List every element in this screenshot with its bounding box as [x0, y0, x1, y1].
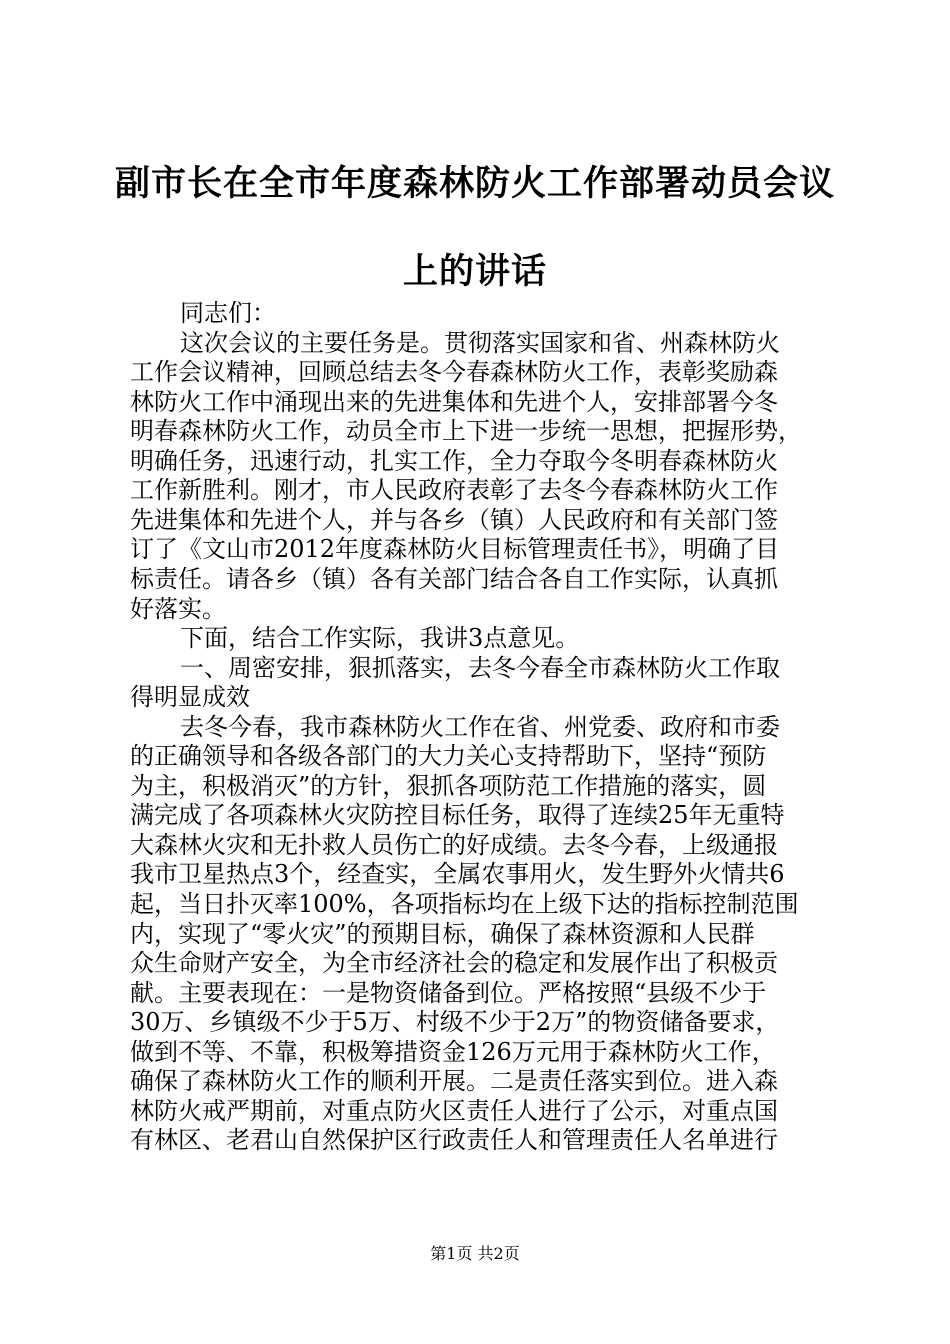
body-line-text: 林防火工作中涌现出来的先进集体和先进个人，安排部署今冬 — [130, 388, 778, 416]
body-line-text: 同志们： — [180, 299, 276, 327]
body-line — [130, 948, 830, 978]
body-line-text: 有林区、老君山自然保护区行政责任人和管理责任人名单进行 — [130, 1126, 778, 1154]
body-line — [180, 653, 830, 683]
body-line — [130, 682, 830, 712]
body-line — [130, 1007, 830, 1037]
body-line — [130, 771, 830, 801]
body-line-text: 明春森林防火工作，动员全市上下进一步统一思想，把握形势， — [130, 417, 802, 445]
body-line — [180, 298, 830, 328]
body-line-text: 满完成了各项森林火灾防控目标任务，取得了连续25年无重特 — [130, 801, 785, 829]
body-line-text: 工作新胜利。刚才，市人民政府表彰了去冬今春森林防火工作 — [130, 476, 778, 504]
body-line-text: 的正确领导和各级各部门的大力关心支持帮助下，坚持“预防 — [130, 742, 767, 770]
body-line-text: 内，实现了“零火灾”的预期目标，确保了森林资源和人民群 — [130, 920, 755, 948]
body-line-text: 30万、乡镇级不少于5万、村级不少于2万”的物资储备要求， — [130, 1008, 780, 1036]
body-line — [130, 859, 830, 889]
body-line — [180, 623, 830, 653]
page-footer: 第1页 共2页 — [430, 1244, 520, 1263]
body-line — [130, 564, 830, 594]
body-line-text: 大森林火灾和无扑救人员伤亡的好成绩。去冬今春，上级通报 — [130, 831, 778, 859]
body-line-text: 做到不等、不靠，积极筹措资金126万元用于森林防火工作， — [130, 1038, 776, 1066]
body-line — [130, 741, 830, 771]
body-line-text: 为主，积极消灭”的方针，狠抓各项防范工作措施的落实，圆 — [130, 772, 767, 800]
body-line-text: 一、周密安排，狠抓落实，去冬今春全市森林防火工作取 — [180, 654, 780, 682]
body-line-text: 明确任务，迅速行动，扎实工作，全力夺取今冬明春森林防火 — [130, 447, 778, 475]
body-line — [130, 387, 830, 417]
body-line — [130, 534, 830, 564]
document-title-line-1: 副市长在全市年度森林防火工作部署动员会议 — [114, 163, 835, 204]
body-line — [130, 1096, 830, 1126]
body-line — [130, 1125, 830, 1155]
body-line — [130, 594, 830, 624]
body-line — [130, 800, 830, 830]
body-line — [130, 357, 830, 387]
body-line — [130, 830, 830, 860]
body-line-text: 献。主要表现在：一是物资储备到位。严格按照“县级不少于 — [130, 979, 767, 1007]
body-line-text: 这次会议的主要任务是。贯彻落实国家和省、州森林防火 — [180, 329, 780, 357]
body-line — [130, 919, 830, 949]
body-line-text: 标责任。请各乡（镇）各有关部门结合各自工作实际，认真抓 — [130, 565, 778, 593]
body-line-text: 先进集体和先进个人，并与各乡（镇）人民政府和有关部门签 — [130, 506, 778, 534]
body-line — [180, 328, 830, 358]
body-line-text: 得明显成效 — [130, 683, 250, 711]
body-line — [130, 889, 830, 919]
body-line-text: 订了《文山市2012年度森林防火目标管理责任书》，明确了目 — [130, 535, 780, 563]
body-line — [130, 446, 830, 476]
body-line-text: 众生命财产安全，为全市经济社会的稳定和发展作出了积极贡 — [130, 949, 778, 977]
body-line-text: 工作会议精神，回顾总结去冬今春森林防火工作，表彰奖励森 — [130, 358, 778, 386]
body-line — [130, 978, 830, 1008]
body-line-text: 我市卫星热点3个，经查实，全属农事用火，发生野外火情共6 — [130, 860, 785, 888]
body-line-text: 起，当日扑灭率100%，各项指标均在上级下达的指标控制范围 — [130, 890, 799, 918]
body-line-text: 好落实。 — [130, 595, 226, 623]
body-line — [130, 416, 830, 446]
body-line — [130, 1037, 830, 1067]
body-line — [130, 505, 830, 535]
body-line — [130, 1066, 830, 1096]
body-line-text: 确保了森林防火工作的顺利开展。二是责任落实到位。进入森 — [130, 1067, 778, 1095]
body-line — [180, 712, 830, 742]
body-line — [130, 475, 830, 505]
body-line-text: 下面，结合工作实际，我讲3点意见。 — [180, 624, 580, 652]
body-line-text: 林防火戒严期前，对重点防火区责任人进行了公示，对重点国 — [130, 1097, 778, 1125]
document-title-line-2: 上的讲话 — [402, 251, 547, 292]
body-line-text: 去冬今春，我市森林防火工作在省、州党委、政府和市委 — [180, 713, 780, 741]
